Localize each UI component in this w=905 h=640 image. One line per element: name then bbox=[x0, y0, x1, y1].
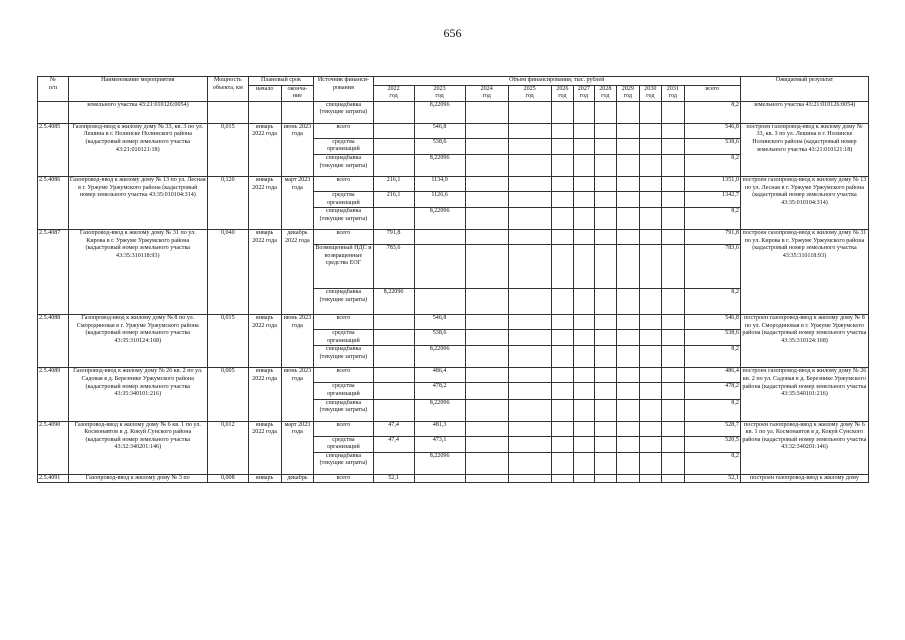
source-second: средства организаций bbox=[314, 138, 373, 154]
row-end: июнь 2023 года bbox=[281, 368, 314, 421]
cell-2023: 473,1 bbox=[414, 436, 465, 452]
cell-2023: 8,22096 bbox=[414, 101, 465, 123]
cell-2023: 8,22096 bbox=[414, 154, 465, 176]
cell-2022 bbox=[373, 315, 414, 330]
row-power: 0,040 bbox=[207, 230, 248, 315]
cell-total: 546,8 bbox=[684, 123, 740, 138]
table-row bbox=[38, 368, 869, 383]
cell-2022: 216,1 bbox=[373, 191, 414, 207]
header-num: № п/п bbox=[38, 77, 69, 102]
cell-2022 bbox=[373, 208, 414, 230]
header-year: 2026 год bbox=[551, 85, 574, 101]
cell-2023: 538,6 bbox=[414, 330, 465, 346]
cell-2022 bbox=[373, 346, 414, 368]
header-year: 2031 год bbox=[662, 85, 685, 101]
header-name: Наименование мероприятия bbox=[68, 77, 207, 102]
cell-2023: 1126,6 bbox=[414, 191, 465, 207]
cell-total: 791,8 bbox=[684, 230, 740, 245]
cell-2022 bbox=[373, 383, 414, 399]
cell-2023: 538,6 bbox=[414, 138, 465, 154]
row-start: январь 2022 года bbox=[248, 368, 281, 421]
row-name: Газопровод-ввод к жилому дому № 26 кв. 2 по ул. Садовая в д. Березнике Уржумского района (кадастровый номер земельного участка 43:35:340101:216) bbox=[68, 368, 207, 421]
source-second: средства организаций bbox=[314, 383, 373, 399]
row-end: декабрь 2022 года bbox=[281, 230, 314, 315]
cell-total: 8,2 bbox=[684, 208, 740, 230]
row-power: 0,015 bbox=[207, 315, 248, 368]
cell-total: 783,6 bbox=[684, 245, 740, 289]
cell-total: 1351,0 bbox=[684, 176, 740, 191]
table-row bbox=[38, 315, 869, 330]
row-start: январь 2022 года bbox=[248, 230, 281, 315]
source-second: средства организаций bbox=[314, 191, 373, 207]
cell-total: 52,1 bbox=[684, 474, 740, 483]
table-row-carry bbox=[38, 101, 869, 123]
cell-total: 486,4 bbox=[684, 368, 740, 383]
row-name: Газопровод-ввод к жилому дому № 6 кв. 1 по ул. Космонавтов в д. Кокуй Сунского района (кадастровый номер земельного участка 43:32:340201:146) bbox=[68, 421, 207, 474]
header-term: Плановый срок bbox=[248, 77, 313, 86]
source-second: средства организаций bbox=[314, 436, 373, 452]
cell-2022: 783,6 bbox=[373, 245, 414, 289]
cell-2023: 8,22096 bbox=[414, 452, 465, 474]
row-end: июнь 2023 года bbox=[281, 315, 314, 368]
row-start: январь 2022 года bbox=[248, 315, 281, 368]
table-row-last bbox=[38, 474, 869, 483]
row-power: 0,008 bbox=[207, 474, 248, 483]
header-year: 2027 год bbox=[574, 85, 594, 101]
cell-total: 538,6 bbox=[684, 330, 740, 346]
header-year: 2029 год bbox=[617, 85, 640, 101]
header-year: 2024 год bbox=[465, 85, 508, 101]
row-num: 2.5.4090 bbox=[38, 421, 69, 474]
header-year: 2028 год bbox=[594, 85, 617, 101]
row-end: декабрь bbox=[281, 474, 314, 483]
cell-total: 538,6 bbox=[684, 138, 740, 154]
header-term-start: начало bbox=[248, 85, 281, 101]
row-name: Газопровод-ввод к жилому дому № 31 по ул. Кирова в г. Уржуме Уржумского района (кадастровый номер земельного участка 43:35:310118:93) bbox=[68, 230, 207, 315]
row-name: Газопровод-ввод к жилому дому № 13 по ул. Лесная в г. Уржуме Уржумского района (кадастровый номер земельного участка 43:35:010104:314) bbox=[68, 176, 207, 229]
header-power: Мощность объекта, км bbox=[207, 77, 248, 102]
row-power: 0,015 bbox=[207, 123, 248, 176]
source-total: всего bbox=[314, 421, 373, 436]
source-spec: спецнадбавка (текущие затраты) bbox=[314, 101, 373, 123]
row-name: Газопровод-ввод к жилому дому № 8 по ул. Смородиновая в г. Уржуме Уржумского района (кадастровый номер земельного участка 43:35:310124:168) bbox=[68, 315, 207, 368]
source-spec: спецнадбавка (текущие затраты) bbox=[314, 154, 373, 176]
cell-2023 bbox=[414, 245, 465, 289]
row-result: построен газопровод-ввод к жилому дому № 26 кв. 2 по ул. Садовая в д. Березнике Уржумского района (кадастровый номер земельного участка 43:35:340101:216) bbox=[740, 368, 868, 421]
table-header bbox=[38, 77, 869, 102]
table-row bbox=[38, 230, 869, 245]
cell-2023 bbox=[414, 474, 465, 483]
table-body bbox=[38, 101, 869, 483]
source-second: Возмещенный НДС и возвращенные средства ЕОГ bbox=[314, 245, 373, 289]
financing-table bbox=[37, 76, 869, 483]
cell-total: 1342,7 bbox=[684, 191, 740, 207]
row-start: январь bbox=[248, 474, 281, 483]
header-year: 2022 год bbox=[373, 85, 414, 101]
cell-total: 8,2 bbox=[684, 101, 740, 123]
header-year: 2025 год bbox=[508, 85, 551, 101]
row-num: 2.5.4091 bbox=[38, 474, 69, 483]
cell-total: 8,2 bbox=[684, 154, 740, 176]
header-term-end: оконча- ние bbox=[281, 85, 314, 101]
cell-total: 528,7 bbox=[684, 421, 740, 436]
row-power: 0,120 bbox=[207, 176, 248, 229]
row-result: построен газопровод-ввод к жилому дому № 6 кв. 1 по ул. Космонавтов в д. Кокуй Сунского района (кадастровый номер земельного участка 43:32:340201:146) bbox=[740, 421, 868, 474]
source-total: всего bbox=[314, 315, 373, 330]
row-num: 2.5.4087 bbox=[38, 230, 69, 315]
row-result: построен газопровод-ввод к жилому дому № 8 по ул. Смородиновая в г. Уржуме Уржумского района (кадастровый номер земельного участка 43:35:310124:168) bbox=[740, 315, 868, 368]
row-end: июнь 2023 года bbox=[281, 123, 314, 176]
cell-2022 bbox=[373, 330, 414, 346]
row-power: 0,005 bbox=[207, 368, 248, 421]
cell-2023: 8,22096 bbox=[414, 346, 465, 368]
cell-2022 bbox=[373, 368, 414, 383]
table-row bbox=[38, 421, 869, 436]
row-result: построен газопровод-ввод к жилому дому № 31 по ул. Кирова в г. Уржуме Уржумского района (кадастровый номер земельного участка 43:35:310118:93) bbox=[740, 230, 868, 315]
cell-2022: 791,8 bbox=[373, 230, 414, 245]
row-result: построен газопровод-ввод к жилому дому № 33, кв. 3 по ул. Лешина в г. Нолинске Нолинского района (кадастровый номер земельного участка 43:21:010121:18) bbox=[740, 123, 868, 176]
cell-total: 8,2 bbox=[684, 399, 740, 421]
carry-name: земельного участка 43:21:010126:0054) bbox=[68, 101, 207, 123]
cell-2022: 216,1 bbox=[373, 176, 414, 191]
header-result: Ожидаемый результат bbox=[740, 77, 868, 102]
cell-2023: 486,4 bbox=[414, 368, 465, 383]
cell-total: 546,8 bbox=[684, 315, 740, 330]
source-second: средства организаций bbox=[314, 330, 373, 346]
source-total: всего bbox=[314, 368, 373, 383]
header-total: всего bbox=[684, 85, 740, 101]
cell-total: 478,2 bbox=[684, 383, 740, 399]
source-total: всего bbox=[314, 230, 373, 245]
source-spec: спецнадбавка (текущие затраты) bbox=[314, 208, 373, 230]
cell-2022: 8,22096 bbox=[373, 289, 414, 315]
cell-total: 8,2 bbox=[684, 452, 740, 474]
cell-2023: 546,8 bbox=[414, 123, 465, 138]
row-num: 2.5.4086 bbox=[38, 176, 69, 229]
cell-total: 8,2 bbox=[684, 289, 740, 315]
row-name: Газопровод-ввод к жилому дому № 3 по bbox=[68, 474, 207, 483]
page-number: 656 bbox=[443, 26, 462, 40]
cell-total: 8,2 bbox=[684, 346, 740, 368]
cell-2022: 47,4 bbox=[373, 436, 414, 452]
header-year: 2030 год bbox=[639, 85, 662, 101]
row-result: построен газопровод-ввод к жилому дому bbox=[740, 474, 868, 483]
cell-2022: 47,4 bbox=[373, 421, 414, 436]
row-result: построен газопровод-ввод к жилому дому № 13 по ул. Лесная в г. Уржуме Уржумского района (кадастровый номер земельного участка 43:35:010104:314) bbox=[740, 176, 868, 229]
cell-2023: 8,22096 bbox=[414, 208, 465, 230]
row-start: январь 2022 года bbox=[248, 123, 281, 176]
cell-2022: 52,1 bbox=[373, 474, 414, 483]
source-total: всего bbox=[314, 474, 373, 483]
row-name: Газопровод-ввод к жилому дому № 33, кв. 3 по ул. Лешина в г. Нолинске Нолинского района (кадастровый номер земельного участка 43:21:010121:18) bbox=[68, 123, 207, 176]
source-spec: спецнадбавка (текущие затраты) bbox=[314, 452, 373, 474]
row-num: 2.5.4085 bbox=[38, 123, 69, 176]
table-row bbox=[38, 176, 869, 191]
source-spec: спецнадбавка (текущие затраты) bbox=[314, 399, 373, 421]
row-power: 0,012 bbox=[207, 421, 248, 474]
cell-2022 bbox=[373, 154, 414, 176]
table-row bbox=[38, 123, 869, 138]
source-spec: спецнадбавка (текущие затраты) bbox=[314, 346, 373, 368]
cell-2023: 8,22096 bbox=[414, 399, 465, 421]
source-total: всего bbox=[314, 123, 373, 138]
cell-2023: 481,3 bbox=[414, 421, 465, 436]
cell-2022 bbox=[373, 399, 414, 421]
header-source: Источник финанси- рования bbox=[314, 77, 373, 102]
source-spec: спецнадбавка (текущие затраты) bbox=[314, 289, 373, 315]
row-start: январь 2022 года bbox=[248, 421, 281, 474]
cell-2023: 546,8 bbox=[414, 315, 465, 330]
row-end: март 2023 года bbox=[281, 421, 314, 474]
cell-2022 bbox=[373, 138, 414, 154]
header-volume: Объем финансирования, тыс. рублей bbox=[373, 77, 740, 86]
carry-result: земельного участка 43:21:010126:0054) bbox=[740, 101, 868, 123]
cell-total: 520,5 bbox=[684, 436, 740, 452]
cell-2022 bbox=[373, 452, 414, 474]
row-end: март 2023 года bbox=[281, 176, 314, 229]
row-num: 2.5.4088 bbox=[38, 315, 69, 368]
source-total: всего bbox=[314, 176, 373, 191]
cell-2023: 1134,9 bbox=[414, 176, 465, 191]
row-start: январь 2022 года bbox=[248, 176, 281, 229]
header-year: 2023 год bbox=[414, 85, 465, 101]
cell-2023 bbox=[414, 230, 465, 245]
cell-2023: 478,2 bbox=[414, 383, 465, 399]
row-num: 2.5.4089 bbox=[38, 368, 69, 421]
cell-2022 bbox=[373, 123, 414, 138]
cell-2023 bbox=[414, 289, 465, 315]
